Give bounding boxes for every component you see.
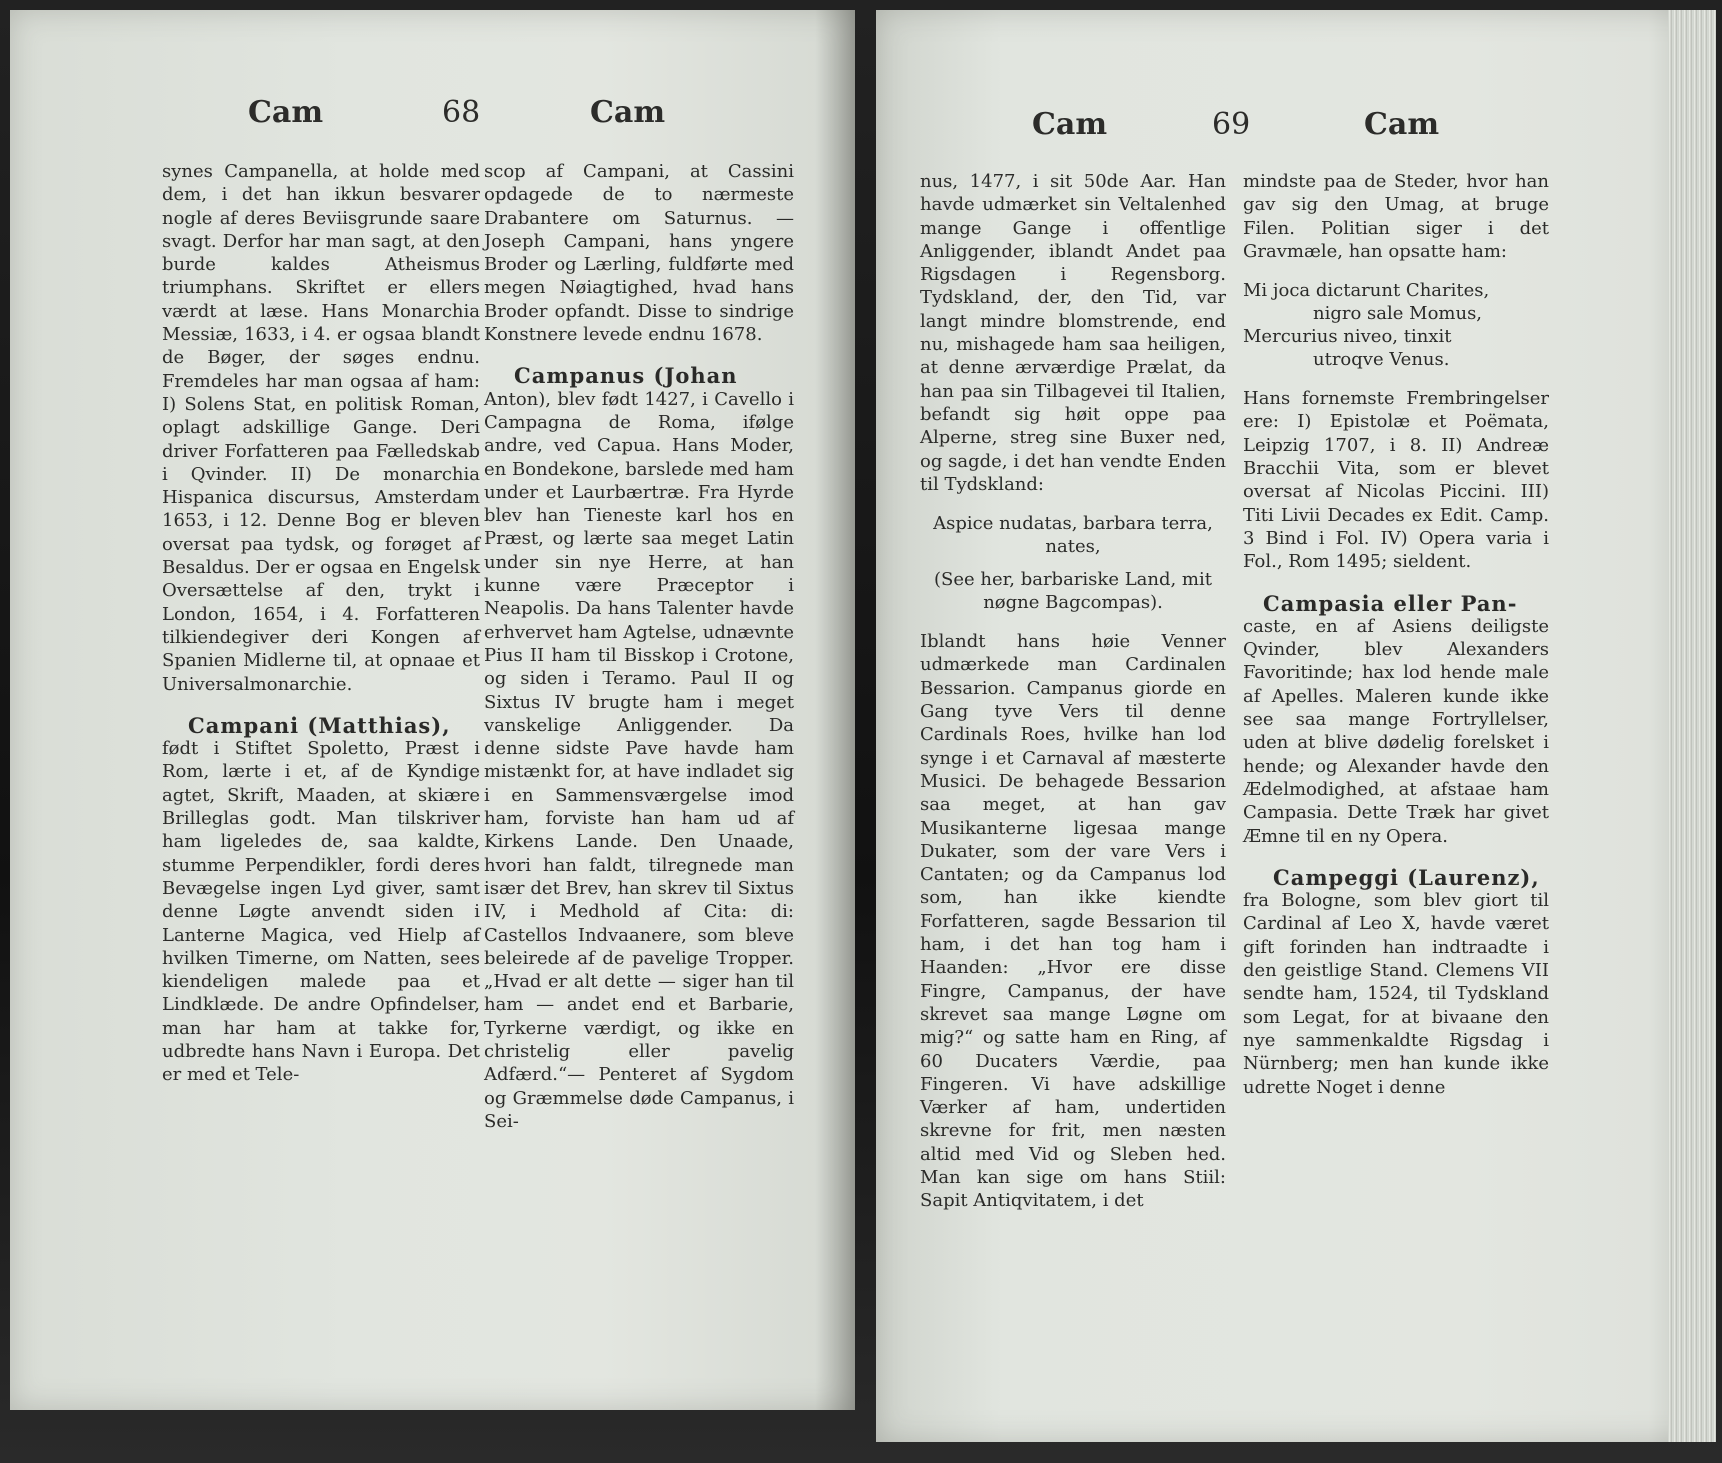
- latin-verse: [920, 512, 1226, 614]
- verse-line: Mi joca dictarunt Charites,: [1243, 280, 1490, 302]
- running-head-left: Cam: [248, 95, 324, 130]
- entry-headword: Campanus (Johan: [514, 363, 738, 389]
- right-page: [876, 10, 1716, 1442]
- left-page: [10, 10, 855, 1410]
- verse-line: utroqve Venus.: [1313, 349, 1450, 371]
- left-gutter-shadow: [815, 10, 855, 1410]
- entry-headword: Campani (Matthias),: [188, 712, 451, 738]
- running-head-right: Cam: [590, 95, 666, 130]
- right-page-column-2: [1243, 170, 1549, 1099]
- entry-text: scop af Campani, at Cassini opdagede de to nærmeste Drabantere om Saturnus. — Joseph Campani, hans yngere Broder og Lærling, fuldførte med megen Nøiagtighed, hvad hans Broder opfandt. Disse to sindrige Konstnere levede endnu 1678.: [484, 161, 794, 346]
- entry-text: født i Stiftet Spoletto, Præst i Rom, lærte i et, af de Kyndige agtet, Skrift, Maaden, at skiære Brilleglas godt. Man tilskriver ham ligeledes de, saa kaldte, stumme Perpendikler, fordi deres Bevægelse ingen Lyd giver, samt denne Løgte anvendt siden i Lanterne Magica, ved Hielp af hvilken Timerne, om Natten, sees kiendeligen malede paa et Lindklæde. De andre Opfindelser, man har ham at takke for, udbredte hans Navn i Europa. Det er med et Tele-: [162, 738, 480, 1086]
- entry-text: nus, 1477, i sit 50de Aar. Han havde udmærket sin Veltalenhed mange Gange i offentlige Anliggender, iblandt Andet paa Rigsdagen i Regensborg. Tydskland, der, den Tid, var langt mindre blomstrende, end nu, mishagede ham saa heiligen, at denne ærværdige Prælat, da han paa sin Tilbagevei til Italien, befandt sig høit oppe paa Alperne, streg sine Buxer ned, og sagde, i det han vendte Enden til Tydskland:: [920, 171, 1226, 495]
- verse-translation: (See her, barbariske Land, mit nøgne Bagcompas).: [934, 569, 1212, 614]
- left-page-column-1: [162, 160, 480, 1087]
- entry-text: Hans fornemste Frembringelser ere: I) Epistolæ et Poëmata, Leipzig 1707, i 8. II) Andreæ Bracchii Vita, som er blevet oversat af Nicolas Piccini. III) Titi Livii Decades ex Edit. Camp. 3 Bind i Fol. IV) Opera varia i Fol., Rom 1495; sieldent.: [1243, 388, 1549, 573]
- right-page-column-1: [920, 170, 1226, 1213]
- entry-text: Anton), blev født 1427, i Cavello i Campagna de Roma, ifølge andre, ved Capua. Hans Moder, en Bondekone, barslede med ham under et Laurbærtræ. Fra Hyrde blev han Tieneste karl hos en Præst, og lærte saa meget Latin under sin nye Herre, at han kunne være Præceptor i Neapolis. Da hans Talenter havde erhvervet ham Agtelse, udnævnte Pius II ham til Bisskop i Crotone, og siden i Teramo. Paul II og Sixtus IV brugte ham i meget vanskelige Anliggender. Da denne sidste Pave havde ham mistænkt for, at have indladet sig i en Sammensværgelse imod ham, forviste han ham ud af Kirkens Lande. Den Unaade, hvori han faldt, tilregnede man især det Brev, han skrev til Sixtus IV, i Medhold af Cita: di: Castellos Indvaanere, som bleve beleirede af de pavelige Tropper. „Hvad er alt dette — siger han til ham — andet end et Barbarie, Tyrkerne værdigt, og ikke en christelig eller pavelig Adfærd.“— Penteret af Sygdom og Græmmelse døde Campanus, i Sei-: [484, 388, 794, 1132]
- page-fore-edge: [1668, 10, 1716, 1442]
- entry-text: synes Campanella, at holde med dem, i det han ikkun besvarer nogle af deres Beviisgrunde saare svagt. Derfor har man sagt, at den burde kaldes Atheismus triumphans. Skriftet er ellers værdt at læse. Hans Monarchia Messiæ, 1633, i 4. er ogsaa blandt de Bøger, der søges endnu. Fremdeles har man ogsaa af ham: I) Solens Stat, en politisk Roman, oplagt adskillige Gange. Deri driver Forfatteren paa Fælledskab i Qvinder. II) De monarchia Hispanica discursus, Amsterdam 1653, i 12. Denne Bog er bleven oversat paa tydsk, og forøget af Besaldus. Der er ogsaa en Engelsk Oversættelse af den, trykt i London, 1654, i 4. Forfatteren tilkiendegiver deri Kongen af Spanien Midlerne til, at opnaae et Universalmonarchie.: [162, 161, 480, 695]
- entry-headword: Campeggi (Laurenz),: [1273, 864, 1540, 890]
- verse-line: Mercurius niveo, tinxit: [1243, 326, 1452, 348]
- entry-text: Iblandt hans høie Venner udmærkede man Cardinalen Bessarion. Campanus giorde en Gang tyve Vers til denne Cardinals Roes, hvilke han lod synge i et Carnaval af mæsterte Musici. De behagede Bessarion saa meget, at han gav Musikanterne ligesaa mange Dukater, som der vare Vers i Cantaten; og da Campanus lod som, han ikke kiendte Forfatteren, sagde Bessarion til ham, i det han tog ham i Haanden: „Hvor ere disse Fingre, Campanus, der have skrevet saa mange Løgne om mig?“ og satte ham en Ring, af 60 Ducaters Værdie, paa Fingeren. Vi have adskillige Værker af ham, undertiden skrevne for frit, men næsten altid med Vid og Sleben hed. Man kan sige om hans Stiil: Sapit Antiqvitatem, i det: [920, 631, 1226, 1212]
- left-page-column-2: [484, 160, 794, 1133]
- entry-text: caste, en af Asiens deiligste Qvinder, blev Alexanders Favoritinde; hax lod hende male af Apelles. Maleren kunde ikke see saa mange Fortryllelser, uden at blive dødelig forelsket i hende; og Alexander havde den Ædelmodighed, at afstaae ham Campasia. Dette Træk har givet Æmne til en ny Opera.: [1243, 615, 1549, 847]
- verse-line: nigro sale Momus,: [1313, 303, 1483, 325]
- running-head-left: Cam: [1032, 107, 1108, 142]
- latin-epitaph: [1243, 279, 1549, 371]
- entry-text: mindste paa de Steder, hvor han gav sig den Umag, at bruge Filen. Politian siger i det Gravmæle, han opsatte ham:: [1243, 171, 1549, 262]
- verse-line: Aspice nudatas, barbara terra, nates,: [933, 513, 1213, 558]
- page-number: 68: [442, 95, 481, 130]
- page-number: 69: [1212, 107, 1251, 142]
- entry-headword: Campasia eller Pan-: [1263, 590, 1518, 616]
- entry-text: fra Bologne, som blev giort til Cardinal af Leo X, havde været gift forinden han indtraadte i den geistlige Stand. Clemens VII sendte ham, 1524, til Tydskland som Legat, for at bivaane den nye sammenkaldte Rigsdag i Nürnberg; men han kunde ikke udrette Noget i denne: [1243, 890, 1549, 1098]
- running-head-right: Cam: [1364, 107, 1440, 142]
